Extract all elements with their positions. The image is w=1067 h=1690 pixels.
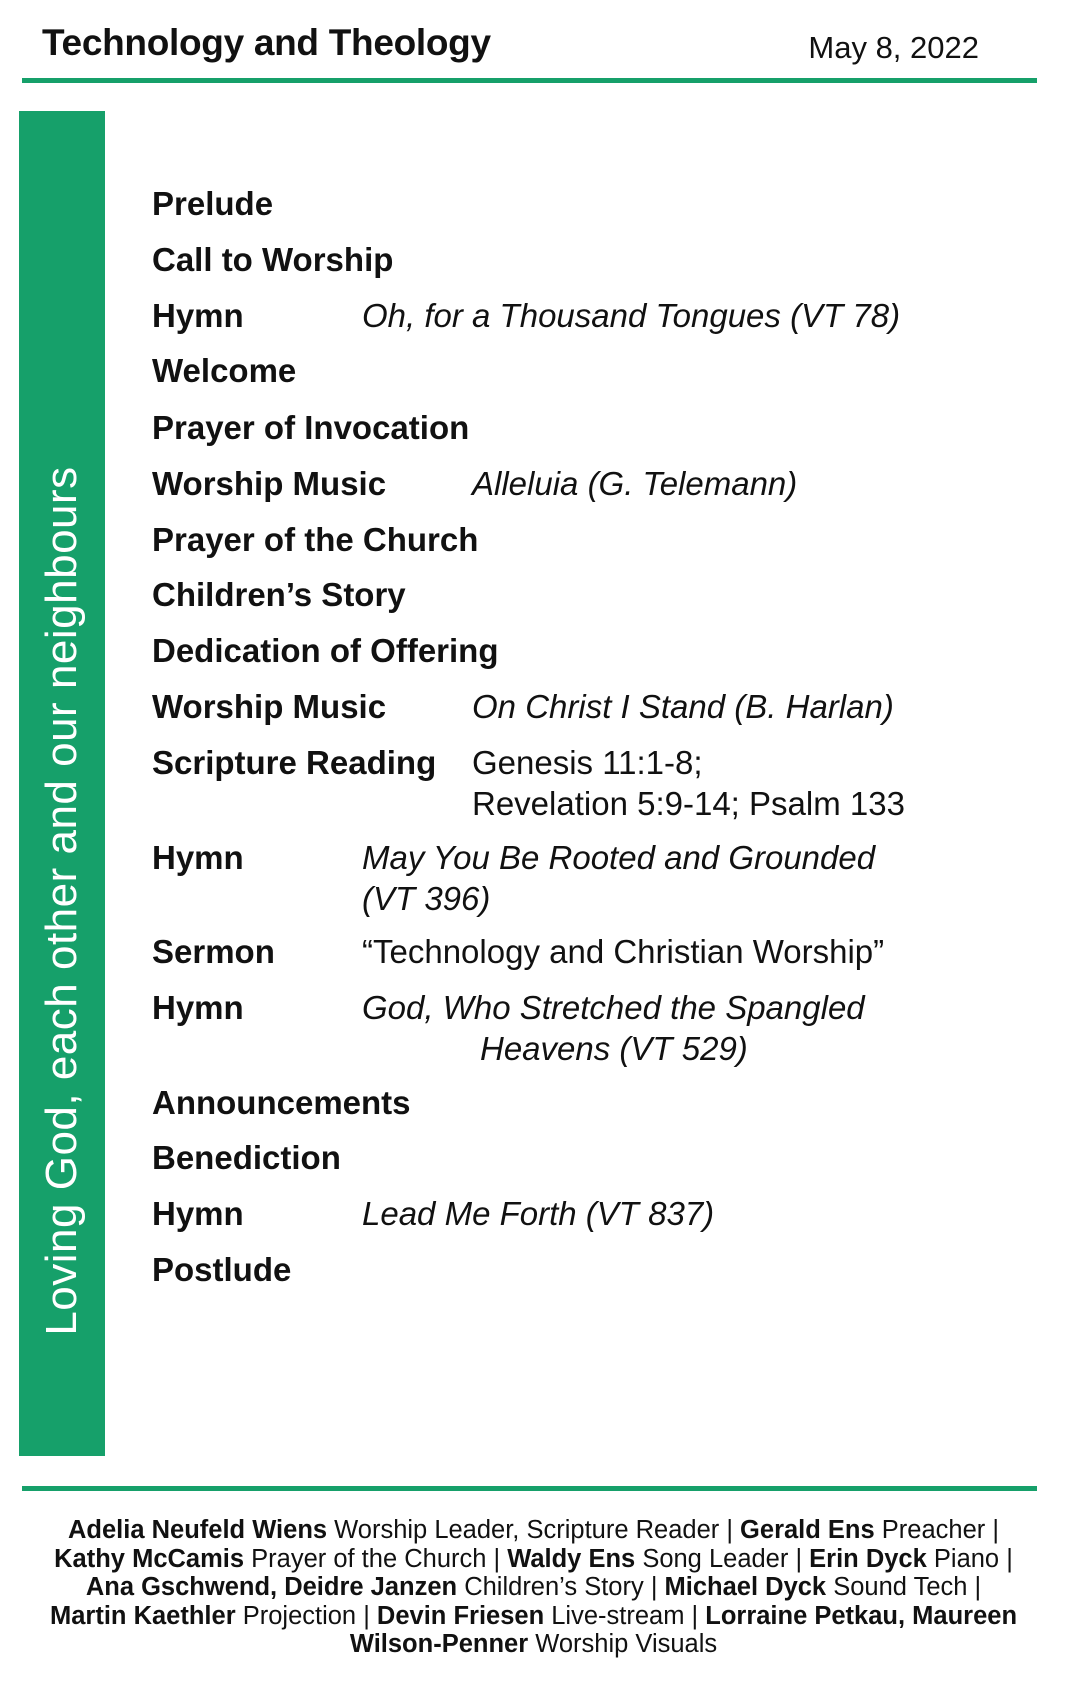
credit-role: Children’s Story	[464, 1573, 644, 1601]
service-item-label: Hymn	[152, 989, 244, 1026]
service-item-label: Scripture Reading	[152, 744, 437, 781]
service-item-detail	[362, 987, 865, 1069]
credit-role: Prayer of the Church	[251, 1544, 487, 1573]
service-item-detail	[362, 295, 900, 336]
service-item-label: Announcements	[152, 1084, 411, 1121]
credit-separator: |	[643, 1573, 665, 1601]
service-item-label: Hymn	[152, 839, 244, 876]
credit-name: Michael Dyck	[664, 1573, 827, 1601]
credit-separator: |	[788, 1544, 810, 1573]
service-item-label: Postlude	[152, 1251, 292, 1288]
service-item-label: Hymn	[152, 1195, 244, 1232]
credit-separator: |	[356, 1601, 377, 1630]
service-item-label: Call to Worship	[152, 241, 394, 278]
bulletin-title: Technology and Theology	[42, 22, 491, 63]
service-credits	[50, 1516, 1017, 1659]
credit-name: Waldy Ens	[507, 1544, 636, 1573]
credit-role: Worship Visuals	[535, 1630, 718, 1658]
credit-separator: |	[684, 1601, 706, 1630]
service-item-label: Dedication of Offering	[152, 632, 499, 669]
service-item-detail	[472, 686, 894, 727]
service-item-label: Children’s Story	[152, 576, 406, 613]
credit-separator: |	[985, 1516, 999, 1544]
service-item-label: Welcome	[152, 352, 297, 389]
credit-separator: |	[486, 1544, 508, 1573]
service-item-label: Prelude	[152, 185, 274, 222]
service-item-label: Sermon	[152, 933, 275, 970]
credit-role: Piano	[933, 1544, 1000, 1573]
credit-role: Projection	[242, 1601, 357, 1630]
credit-name: Adelia Neufeld Wiens	[68, 1516, 328, 1544]
credit-role: Preacher	[881, 1516, 986, 1544]
credit-name: Devin Friesen	[376, 1601, 545, 1630]
credit-role: Song Leader	[642, 1544, 789, 1573]
service-item-label: Prayer of the Church	[152, 521, 479, 558]
service-item-label: Worship Music	[152, 465, 387, 502]
service-item-detail-line: Revelation 5:9-14; Psalm 133	[472, 785, 905, 822]
motto-sidebar	[19, 111, 105, 1456]
service-item-detail-line: “Technology and Christian Worship”	[362, 933, 885, 970]
service-item-detail-line: Alleluia (G. Telemann)	[472, 465, 798, 502]
credit-separator: |	[967, 1573, 982, 1601]
credit-name: Erin Dyck	[809, 1544, 927, 1573]
credit-name: Martin Kaethler	[50, 1601, 236, 1630]
service-item-detail-line: On Christ I Stand (B. Harlan)	[472, 688, 894, 725]
service-item-detail-line: Lead Me Forth (VT 837)	[362, 1195, 715, 1232]
credit-separator: |	[999, 1544, 1013, 1573]
credit-role: Live-stream	[551, 1601, 685, 1630]
service-item-detail-line: Genesis 11:1-8;	[472, 744, 703, 781]
service-item-detail	[472, 463, 797, 504]
service-item-label: Benediction	[152, 1139, 341, 1176]
credit-separator: |	[719, 1516, 741, 1544]
service-item-detail-line: God, Who Stretched the Spangled	[362, 989, 865, 1026]
service-item-label: Worship Music	[152, 688, 387, 725]
service-item-detail	[362, 1193, 714, 1234]
bulletin-date: May 8, 2022	[808, 30, 979, 65]
credit-name: Ana Gschwend, Deidre Janzen	[85, 1573, 458, 1601]
service-item-detail	[362, 931, 884, 972]
credit-role: Worship Leader, Scripture Reader	[334, 1516, 720, 1544]
service-item-detail-line: May You Be Rooted and Grounded	[362, 839, 876, 876]
motto-text: Loving God, each other and our neighbours	[37, 466, 86, 1336]
credit-name: Gerald Ens	[740, 1516, 875, 1544]
credit-name: Lorraine Petkau, Maureen Wilson-Penner	[349, 1601, 1018, 1658]
service-item-detail-line: Heavens (VT 529)	[480, 1030, 748, 1067]
header-divider	[22, 78, 1037, 83]
service-item-label: Prayer of Invocation	[152, 409, 470, 446]
service-item-detail	[472, 742, 905, 824]
credit-role: Sound Tech	[833, 1573, 968, 1601]
footer-divider	[22, 1486, 1037, 1491]
service-item-label: Hymn	[152, 297, 244, 334]
service-item-detail-line: Oh, for a Thousand Tongues (VT 78)	[362, 297, 901, 334]
service-item-detail-line: (VT 396)	[362, 880, 491, 917]
service-item-detail	[362, 837, 875, 919]
credit-name: Kathy McCamis	[54, 1544, 245, 1573]
